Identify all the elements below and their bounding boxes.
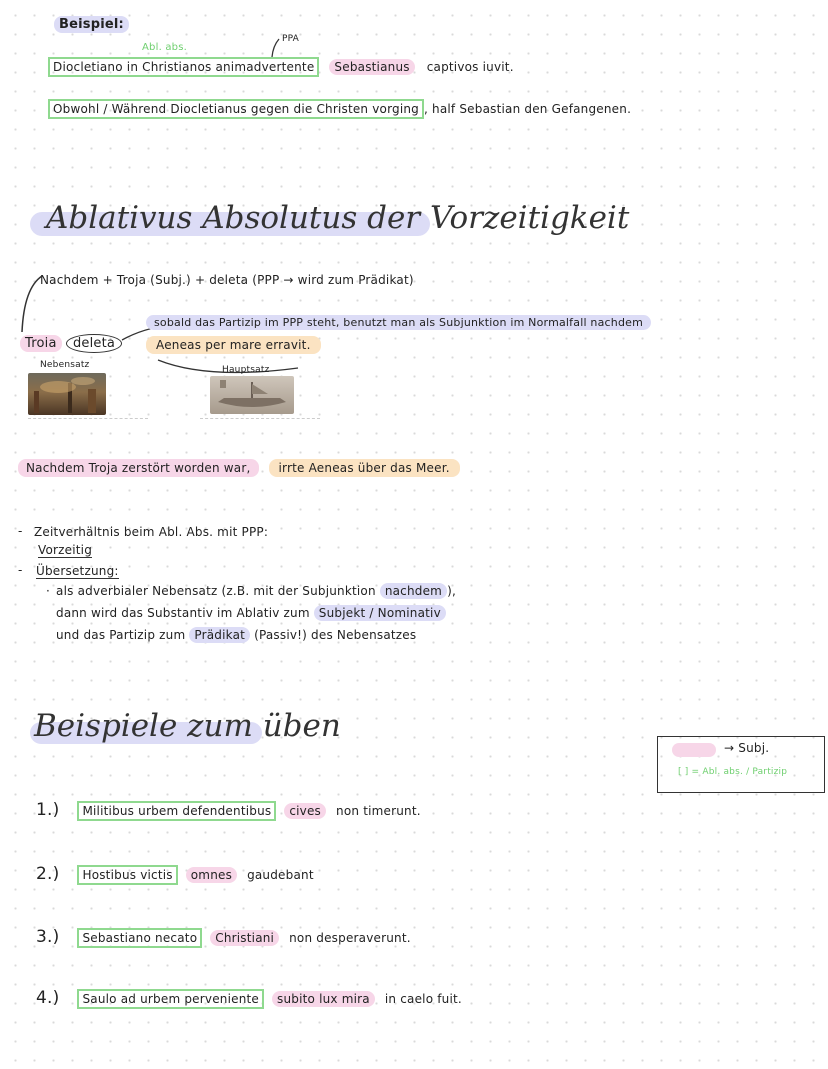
german-rest: , half Sebastian den Gefangenen.: [424, 102, 632, 116]
example-number: 4.): [36, 988, 60, 1008]
legend-bracket-label: [ ] = Abl. abs. / Partizip: [678, 767, 788, 777]
note-dash-2: -: [18, 563, 23, 577]
note-uebersetzung: Übersetzung:: [36, 564, 119, 578]
example-subject: omnes: [186, 867, 237, 883]
example-german-sentence: [48, 102, 631, 116]
example-row-4: [36, 988, 462, 1008]
annotation-ppa: PPA: [282, 34, 300, 44]
example-latin-sentence: [48, 60, 514, 74]
legend-pink-swatch: [672, 743, 716, 757]
note-dash-1: -: [18, 524, 23, 538]
relief-underline: [200, 418, 320, 419]
legend-box: [657, 736, 825, 793]
deleta-word: deleta: [66, 334, 122, 353]
note-zeitverhaeltnis: Zeitverhältnis beim Abl. Abs. mit PPP:: [34, 525, 269, 539]
example-row-2: [36, 864, 314, 884]
example-abl-abs: Militibus urbem defendentibus: [77, 801, 276, 821]
latin-rest: captivos iuvit.: [426, 60, 514, 74]
example-abl-abs: Hostibus victis: [77, 865, 177, 885]
bullet2-text-a: dann wird das Substantiv im Ablativ zum: [56, 606, 310, 620]
bullet1-highlight: nachdem: [380, 583, 447, 599]
example-number: 1.): [36, 800, 60, 820]
section-title-vorzeitigkeit: Ablativus Absolutus der Vorzeitigkeit: [46, 200, 630, 236]
example-rest: non desperaverunt.: [289, 931, 411, 945]
bullet-dot: ·: [46, 584, 51, 598]
note-bullet-1: [46, 584, 456, 598]
example-subject: cives: [284, 803, 326, 819]
abl-abs-phrase: Diocletiano in Christianos animadvertente: [48, 57, 319, 77]
legend-subj-label: → Subj.: [724, 741, 770, 755]
translation-mainclause: irrte Aeneas über das Meer.: [269, 459, 460, 477]
formula-note: Nachdem + Troja (Subj.) + deleta (PPP → wird zum Prädikat): [40, 273, 414, 287]
note-bullet-2: [56, 606, 446, 620]
example-abl-abs: Sebastiano necato: [77, 928, 202, 948]
troia-word: Troia: [20, 335, 62, 352]
aeneas-sentence: [146, 338, 321, 352]
note-bullet-3: [56, 628, 416, 642]
curved-arrow-icon: [16, 270, 46, 340]
example-abl-abs: Saulo ad urbem perveniente: [77, 989, 264, 1009]
bullet3-text-c: (Passiv!) des Nebensatzes: [254, 628, 417, 642]
bullet3-highlight: Prädikat: [189, 627, 250, 643]
subject-highlight: Sebastianus: [329, 59, 414, 75]
troia-deleta: [20, 336, 122, 351]
troy-painting: [28, 373, 106, 415]
nebensatz-label: Nebensatz: [40, 360, 90, 370]
annotation-abl-abs: Abl. abs.: [142, 42, 187, 53]
example-rest: gaudebant: [247, 868, 314, 882]
ppp-explanation-text: sobald das Partizip im PPP steht, benutzt man als Subjunktion im Normalfall nachdem: [146, 315, 651, 330]
example-number: 3.): [36, 927, 60, 947]
note-vorzeitig: Vorzeitig: [38, 543, 93, 557]
example-subject: subito lux mira: [272, 991, 375, 1007]
section-title-beispiele: Beispiele zum üben: [34, 708, 341, 744]
troy-painting-shapes: [28, 373, 106, 415]
hauptsatz-label: Hauptsatz: [222, 365, 270, 375]
painting-underline: [28, 418, 148, 419]
translation-subclause: Nachdem Troja zerstört worden war,: [18, 459, 259, 477]
example-row-3: [36, 927, 411, 947]
ppp-explanation: [146, 316, 651, 329]
example-heading-text: Beispiel:: [54, 16, 129, 33]
ship-relief: [210, 376, 294, 414]
aeneas-text: Aeneas per mare erravit.: [146, 336, 321, 354]
example-subject: Christiani: [210, 930, 279, 946]
troy-translation: [18, 461, 460, 475]
example-rest: in caelo fuit.: [384, 992, 462, 1006]
ship-relief-shapes: [210, 376, 294, 414]
bullet3-text-a: und das Partizip zum: [56, 628, 186, 642]
example-number: 2.): [36, 864, 60, 884]
bullet2-highlight: Subjekt / Nominativ: [314, 605, 446, 621]
german-subclause: Obwohl / Während Diocletianus gegen die Christen vorging: [48, 99, 424, 119]
example-heading: [48, 16, 135, 33]
example-rest: non timerunt.: [336, 804, 421, 818]
bullet1-text-a: als adverbialer Nebensatz (z.B. mit der Subjunktion: [56, 584, 376, 598]
example-row-1: [36, 800, 421, 820]
bullet1-text-c: ),: [447, 584, 456, 598]
